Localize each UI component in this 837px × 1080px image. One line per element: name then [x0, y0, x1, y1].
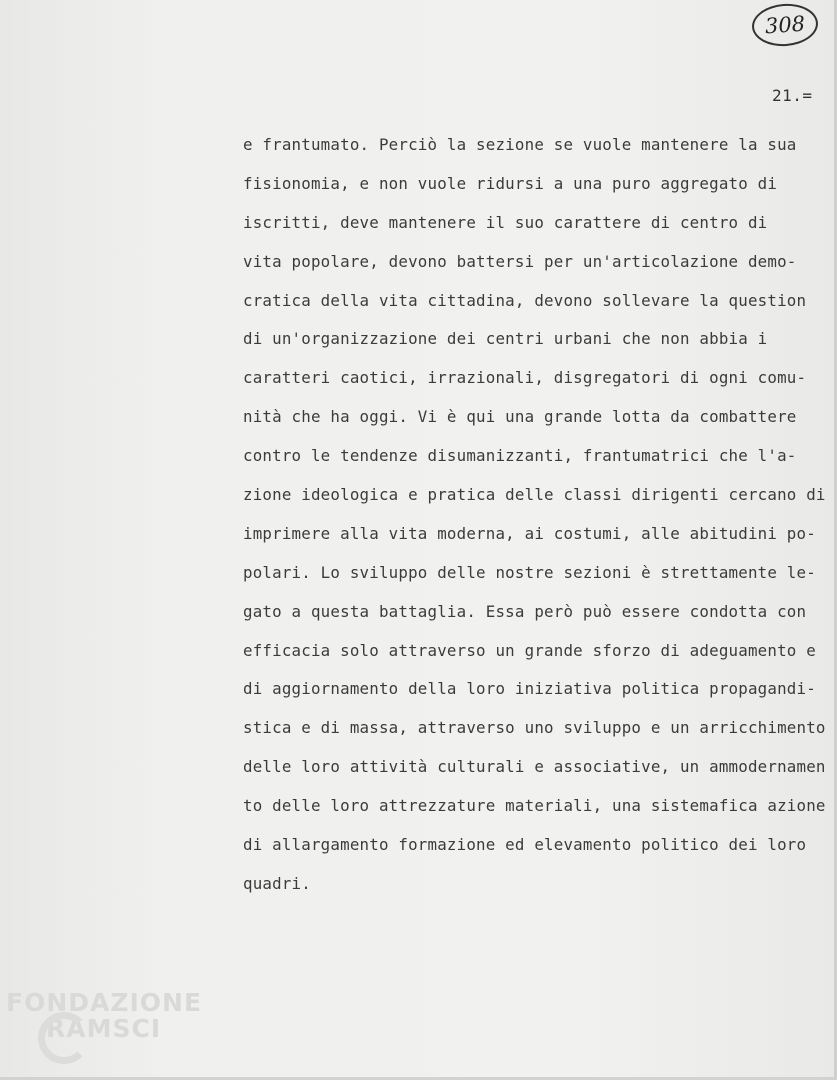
text-line: caratteri caotici, irrazionali, disgregatori di ogni comu- [243, 368, 807, 388]
archive-number-stamp: 308 [751, 2, 820, 49]
text-line: di aggiornamento della loro iniziativa politica propagandi- [243, 679, 816, 699]
page-number: 21.= [772, 86, 813, 105]
watermark-line-1: FONDAZIONE [6, 988, 203, 1017]
text-line: fisionomia, e non vuole ridursi a una puro aggregato di [243, 173, 778, 193]
text-line: iscritti, deve mantenere il suo carattere di centro di [243, 212, 768, 232]
text-line: imprimere alla vita moderna, ai costumi, alle abitudini po- [243, 523, 816, 543]
text-line: efficacia solo attraverso un grande sforzo di adeguamento e [243, 640, 816, 660]
text-line: to delle loro attrezzature materiali, una sistemafica azione [243, 796, 826, 816]
watermark-logo [6, 990, 202, 1043]
text-line: di un'organizzazione dei centri urbani che non abbia i [243, 329, 768, 349]
text-line: nità che ha oggi. Vi è qui una grande lotta da combattere [243, 407, 797, 427]
watermark-g-icon [38, 1012, 90, 1064]
text-line: polari. Lo sviluppo delle nostre sezioni è strettamente le- [243, 562, 816, 582]
text-line: delle loro attività culturali e associative, un ammodernamen [243, 757, 826, 777]
text-line: stica e di massa, attraverso uno sviluppo e un arricchimento [243, 718, 826, 738]
text-line: vita popolare, devono battersi per un'articolazione demo- [243, 251, 797, 271]
text-line: contro le tendenze disumanizzanti, frantumatrici che l'a- [243, 446, 797, 466]
typed-text-body [243, 132, 837, 910]
text-line: gato a questa battaglia. Essa però può essere condotta con [243, 601, 807, 621]
text-line: zione ideologica e pratica delle classi dirigenti cercano di [243, 485, 826, 505]
text-line: quadri. [243, 873, 311, 893]
text-line: e frantumato. Perciò la sezione se vuole mantenere la sua [243, 135, 797, 154]
watermark-line-2: RAMSCI [46, 1014, 162, 1044]
text-line: cratica della vita cittadina, devono sollevare la question [243, 290, 807, 310]
text-line: di allargamento formazione ed elevamento politico dei loro [243, 835, 807, 855]
